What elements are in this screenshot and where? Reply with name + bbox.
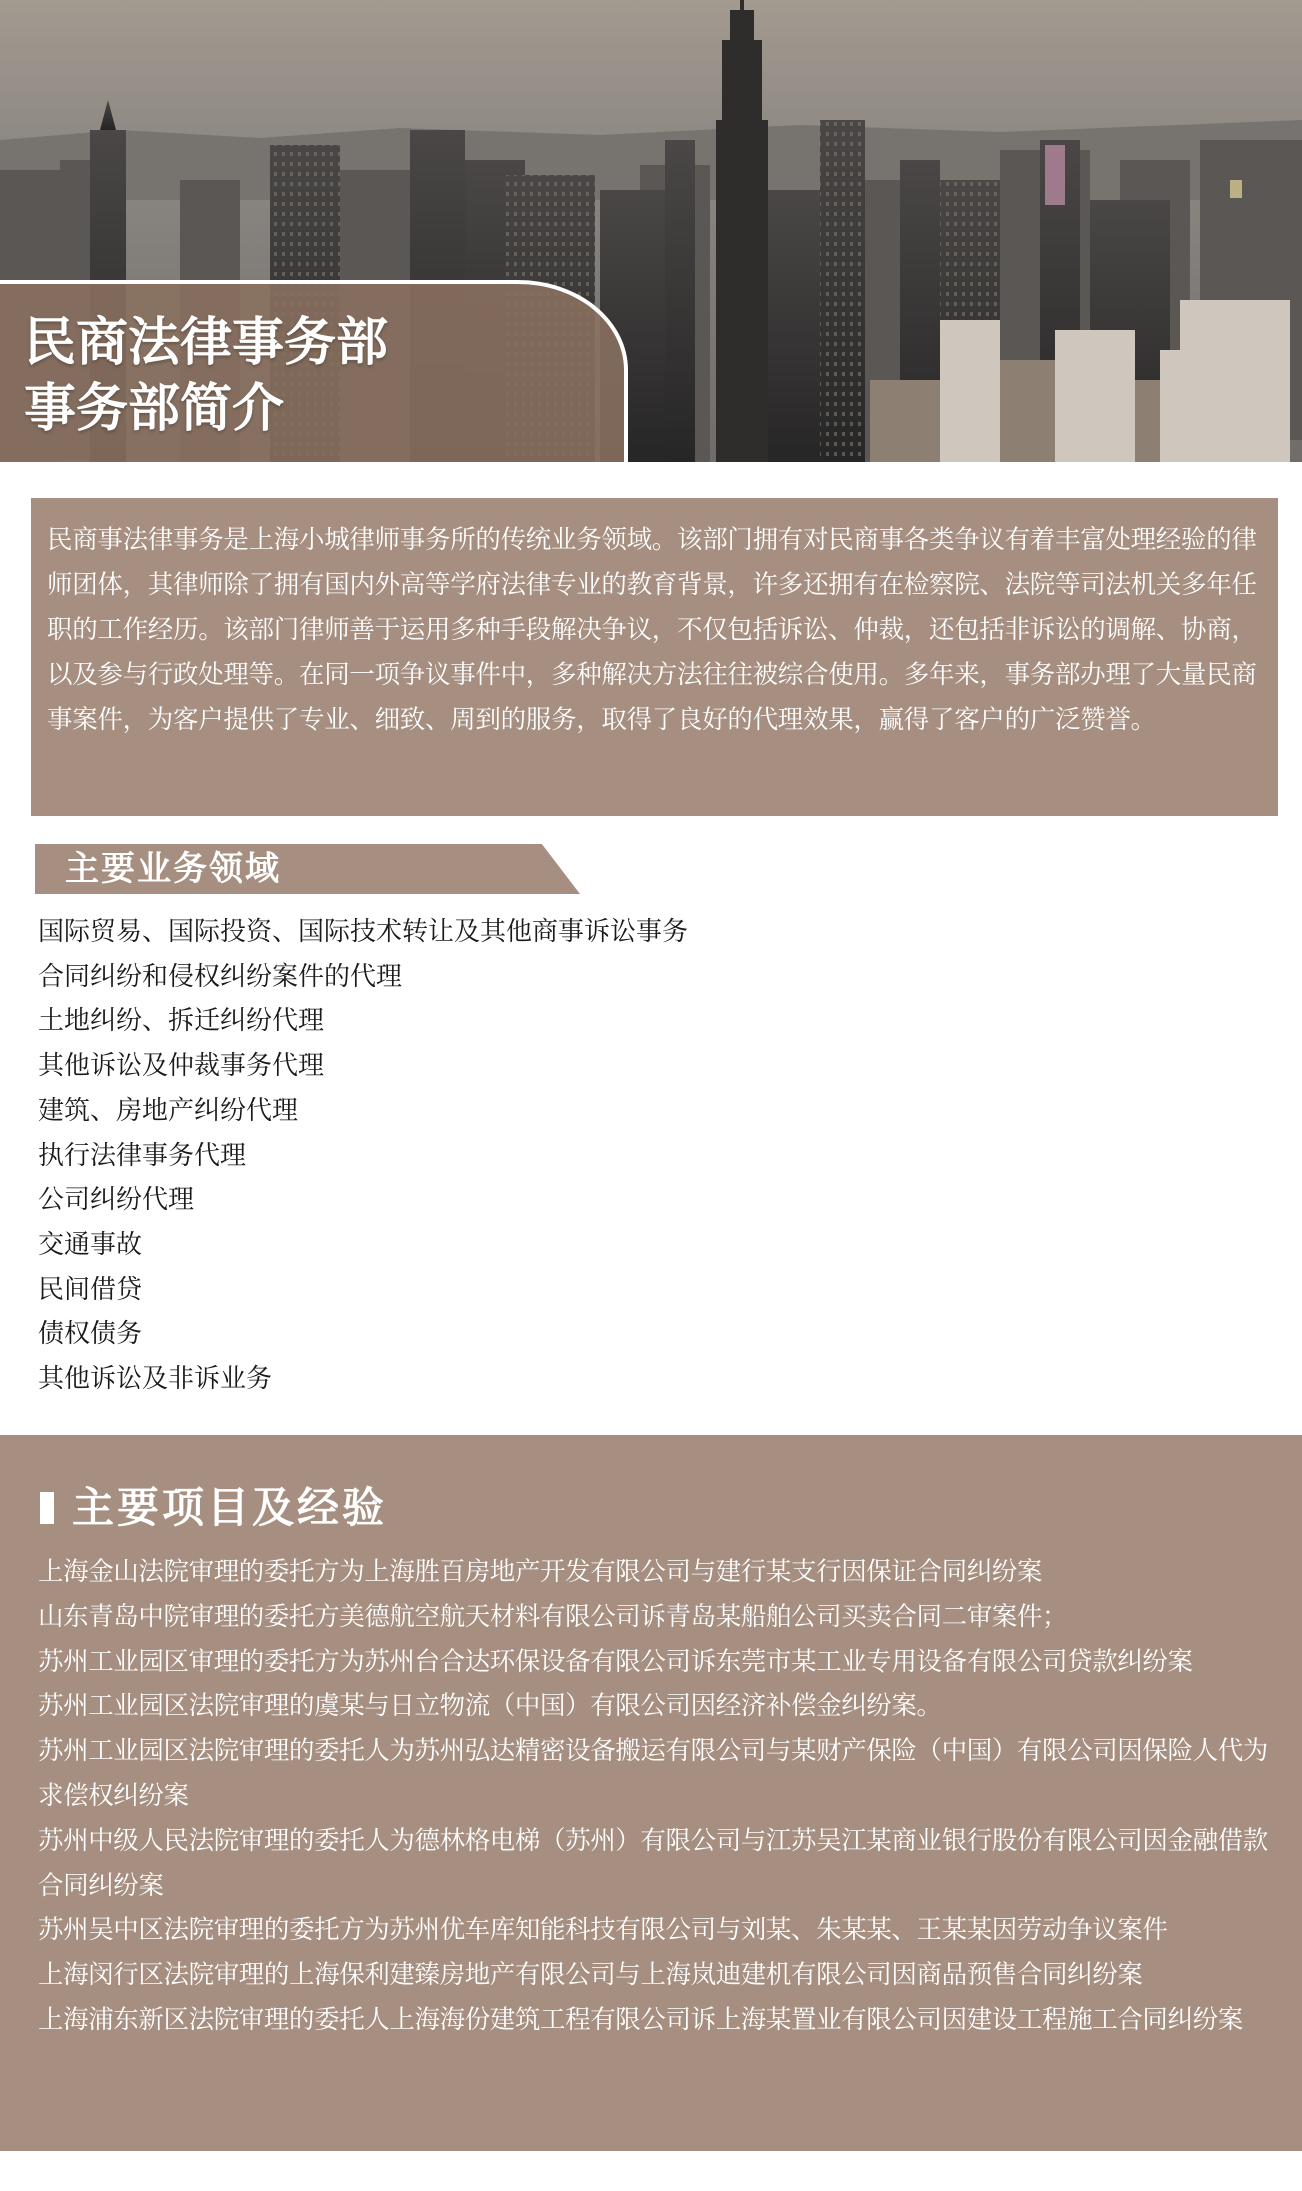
projects-heading-label: 主要项目及经验 bbox=[72, 1483, 388, 1532]
page-title bbox=[24, 310, 388, 442]
list-item: 建筑、房地产纠纷代理 bbox=[38, 1095, 299, 1126]
list-item: 债权债务 bbox=[38, 1319, 143, 1350]
list-item: 国际贸易、国际投资、国际技术转让及其他商事诉讼事务 bbox=[38, 917, 689, 947]
list-item: 山东青岛中院审理的委托方美德航空航天材料有限公司诉青岛某船舶公司买卖合同二审案件； bbox=[38, 1601, 1068, 1632]
title-line-2: 事务部简介 bbox=[24, 379, 285, 439]
intro-paragraph: 民商事法律事务是上海小城律师事务所的传统业务领域。该部门拥有对民商事各类争议有着丰富处理经验的律师团体，其律师除了拥有国内外高等学府法律专业的教育背景，许多还拥有在检察院、法院等司法机关多年任职的工作经历。该部门律师善于运用多种手段解决争议，不仅包括诉讼、仲裁，还包括非诉讼的调解、协商，以及参与行政处理等。在同一项争议事件中，多种解决方法往往被综合使用。多年来，事务部办理了大量民商事案件，为客户提供了专业、细致、周到的服务，取得了良好的代理效果，赢得了客户的广泛赞誉。 bbox=[47, 525, 1257, 735]
list-item: 执行法律事务代理 bbox=[38, 1140, 247, 1171]
list-item: 民间借贷 bbox=[38, 1274, 143, 1305]
intro-box bbox=[31, 498, 1278, 816]
list-item: 苏州中级人民法院审理的委托人为德林格电梯（苏州）有限公司与江苏吴江某商业银行股份有限公司因金融借款合同纠纷案 bbox=[38, 1825, 1268, 1901]
list-item: 其他诉讼及非诉业务 bbox=[38, 1364, 273, 1395]
hero-banner bbox=[0, 0, 1302, 462]
projects-heading bbox=[40, 1483, 387, 1533]
list-item: 交通事故 bbox=[38, 1229, 143, 1260]
areas-heading bbox=[35, 844, 580, 894]
list-item: 上海浦东新区法院审理的委托人上海海份建筑工程有限公司诉上海某置业有限公司因建设工程施工合同纠纷案 bbox=[38, 2004, 1243, 2035]
list-item: 苏州工业园区法院审理的虞某与日立物流（中国）有限公司因经济补偿金纠纷案。 bbox=[38, 1691, 942, 1722]
list-item: 苏州工业园区审理的委托方为苏州台合达环保设备有限公司诉东莞市某工业专用设备有限公司贷款纠纷案 bbox=[38, 1646, 1193, 1677]
heading-marker-icon bbox=[40, 1492, 54, 1524]
list-item: 上海闵行区法院审理的上海保利建臻房地产有限公司与上海岚迪建机有限公司因商品预售合同纠纷案 bbox=[38, 1960, 1143, 1991]
list-item: 上海金山法院审理的委托方为上海胜百房地产开发有限公司与建行某支行因保证合同纠纷案 bbox=[38, 1557, 1043, 1587]
list-item: 合同纠纷和侵权纠纷案件的代理 bbox=[38, 961, 403, 992]
list-item: 土地纠纷、拆迁纠纷代理 bbox=[38, 1006, 325, 1037]
projects-list bbox=[38, 1550, 1268, 2043]
list-item: 其他诉讼及仲裁事务代理 bbox=[38, 1051, 325, 1082]
title-line-1: 民商法律事务部 bbox=[24, 313, 389, 373]
list-item: 苏州吴中区法院审理的委托方为苏州优车库知能科技有限公司与刘某、朱某某、王某某因劳动争议案件 bbox=[38, 1915, 1168, 1946]
areas-list bbox=[38, 910, 688, 1402]
areas-heading-label: 主要业务领域 bbox=[65, 849, 281, 889]
list-item: 公司纠纷代理 bbox=[38, 1185, 195, 1216]
list-item: 苏州工业园区法院审理的委托人为苏州弘达精密设备搬运有限公司与某财产保险（中国）有限公司因保险人代为求偿权纠纷案 bbox=[38, 1736, 1268, 1811]
projects-section bbox=[0, 1435, 1302, 2151]
